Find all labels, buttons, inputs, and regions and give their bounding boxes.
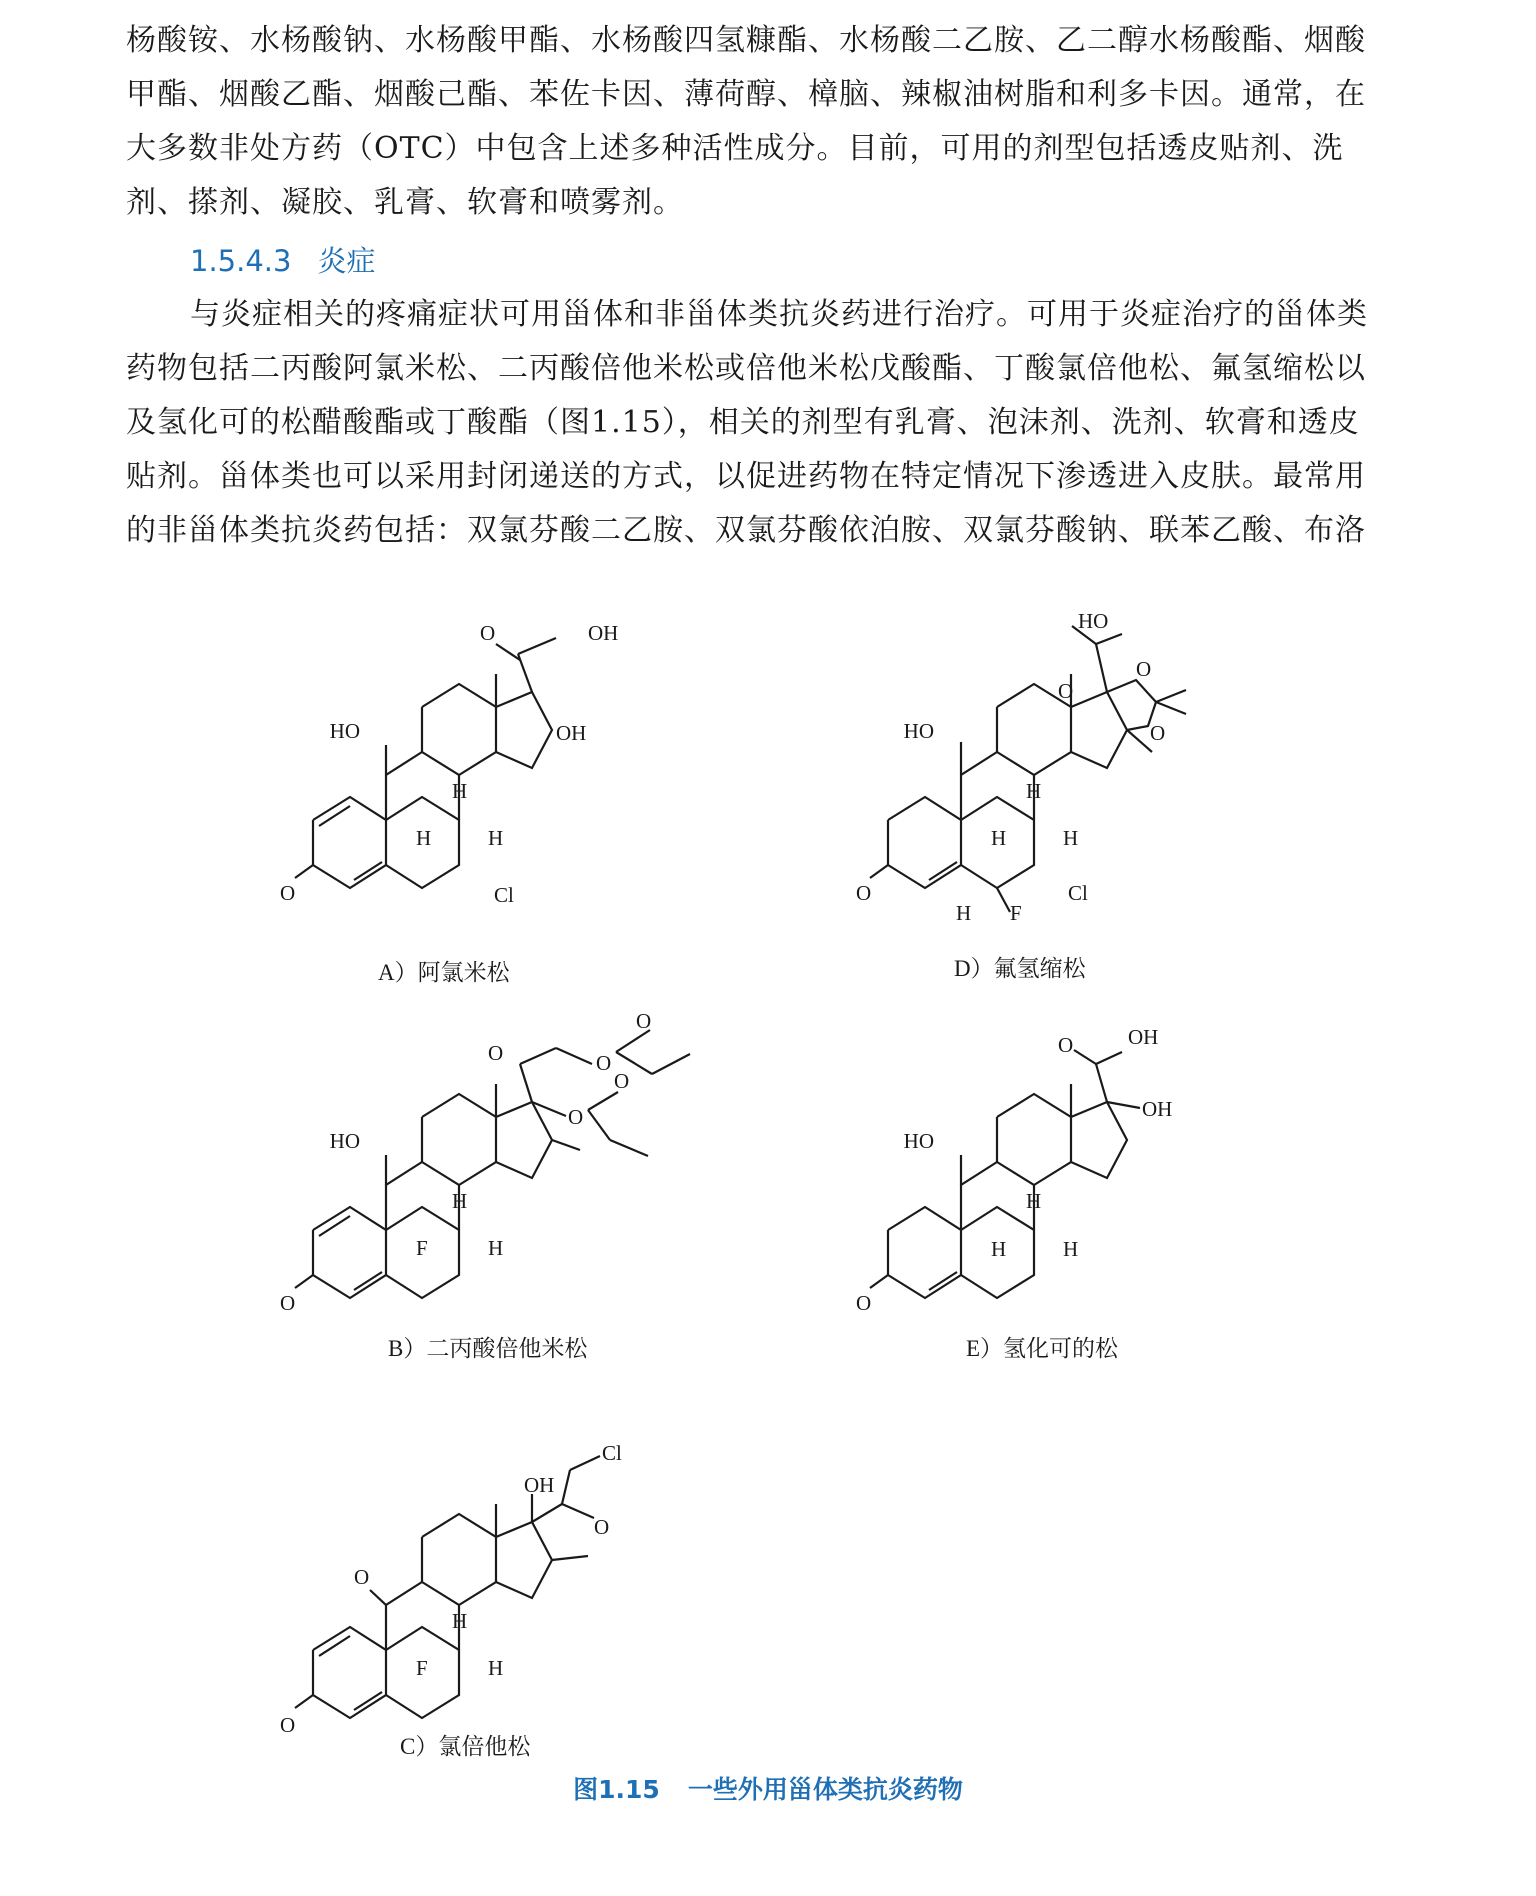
atom-label: O: [614, 1069, 630, 1093]
atom-label: HO: [903, 1129, 934, 1153]
text-line: 剂、搽剂、凝胶、乳膏、软膏和喷雾剂。: [126, 185, 684, 220]
figure-number: 图1.15: [573, 1775, 660, 1804]
structure-drawing: [856, 1025, 1220, 1320]
text-line: 杨酸铵、水杨酸钠、水杨酸甲酯、水杨酸四氢糠酯、水杨酸二乙胺、乙二醇水杨酸酯、烟酸: [126, 23, 1366, 58]
atom-label: H: [416, 826, 432, 850]
atom-label: H: [991, 1237, 1007, 1261]
atom-label: O: [354, 1565, 370, 1589]
atom-label: H: [1063, 1237, 1079, 1261]
atom-label: HO: [329, 719, 360, 743]
structure-betamethasone-dipropionate: [270, 1009, 730, 1324]
structure-drawing: [270, 1441, 650, 1737]
structure-drawing: [270, 1009, 730, 1320]
section-title: 炎症: [317, 244, 376, 278]
structure-hydrocortisone: [856, 1025, 1220, 1324]
atom-label: O: [636, 1009, 652, 1033]
atom-label: H: [991, 826, 1007, 850]
caption-e: E）氢化可的松: [966, 1336, 1119, 1361]
atom-label: HO: [329, 1129, 360, 1153]
atom-label: H: [488, 1236, 504, 1260]
atom-label: H: [1063, 826, 1079, 850]
atom-label: H: [956, 901, 972, 925]
atom-label: O: [568, 1105, 584, 1129]
atom-label: F: [1010, 901, 1022, 925]
section-heading: [190, 234, 375, 288]
structure-drawing: [270, 621, 690, 930]
atom-label: O: [594, 1515, 610, 1539]
atom-label: O: [1136, 657, 1152, 681]
atom-label: O: [280, 1713, 296, 1737]
atom-label: OH: [1142, 1097, 1173, 1121]
section-number: 1.5.4.3: [190, 244, 292, 278]
text-line: 的非甾体类抗炎药包括：双氯芬酸二乙胺、双氯芬酸依泊胺、双氯芬酸钠、联苯乙酸、布洛: [126, 513, 1366, 548]
paragraph-2: [126, 288, 1386, 558]
atom-label: O: [1150, 721, 1166, 745]
atom-label: O: [856, 1291, 872, 1315]
text-line: 与炎症相关的疼痛症状可用甾体和非甾体类抗炎药进行治疗。可用于炎症治疗的甾体类: [190, 297, 1368, 332]
caption-d: D）氟氢缩松: [954, 956, 1086, 981]
atom-label: H: [1026, 1189, 1042, 1213]
text-line: 甲酯、烟酸乙酯、烟酸己酯、苯佐卡因、薄荷醇、樟脑、辣椒油树脂和利多卡因。通常，在: [126, 77, 1366, 112]
atom-label: Cl: [1068, 881, 1088, 905]
atom-label: OH: [588, 621, 619, 645]
atom-label: O: [488, 1041, 504, 1065]
caption-a: A）阿氯米松: [378, 960, 510, 985]
text-line: 大多数非处方药（OTC）中包含上述多种活性成分。目前，可用的剂型包括透皮贴剂、洗: [126, 131, 1344, 166]
atom-label: HO: [903, 719, 934, 743]
atom-label: O: [1058, 1033, 1074, 1057]
atom-label: F: [416, 1236, 428, 1260]
atom-label: O: [856, 881, 872, 905]
atom-label: F: [416, 1656, 428, 1680]
atom-label: O: [280, 1291, 296, 1315]
atom-label: OH: [524, 1473, 555, 1497]
figure-title-text: 一些外用甾体类抗炎药物: [687, 1775, 963, 1804]
atom-label: O: [596, 1051, 612, 1075]
structure-clobetasone: [270, 1441, 650, 1737]
caption-c: C）氯倍他松: [400, 1734, 531, 1759]
text-line: 及氢化可的松醋酸酯或丁酸酯（图1.15），相关的剂型有乳膏、泡沫剂、洗剂、软膏和透皮: [126, 405, 1360, 440]
atom-label: O: [280, 881, 296, 905]
atom-label: OH: [556, 721, 587, 745]
atom-label: HO: [1078, 609, 1109, 633]
caption-b: B）二丙酸倍他米松: [388, 1336, 588, 1361]
atom-label: H: [488, 1656, 504, 1680]
structure-drawing: [856, 609, 1280, 930]
atom-label: O: [1058, 679, 1074, 703]
figure-title: [0, 1770, 1536, 1806]
paragraph-1: [126, 14, 1386, 230]
atom-label: H: [452, 1189, 468, 1213]
atom-label: OH: [1128, 1025, 1159, 1049]
atom-label: Cl: [494, 883, 514, 907]
atom-label: H: [452, 779, 468, 803]
atom-label: H: [1026, 779, 1042, 803]
text-line: 药物包括二丙酸阿氯米松、二丙酸倍他米松或倍他米松戊酸酯、丁酸氯倍他松、氟氢缩松以: [126, 351, 1366, 386]
text-line: 贴剂。甾体类也可以采用封闭递送的方式，以促进药物在特定情况下渗透进入皮肤。最常用: [126, 459, 1366, 494]
atom-label: H: [452, 1609, 468, 1633]
structure-alclometasone: [270, 621, 690, 934]
atom-label: Cl: [602, 1441, 622, 1465]
atom-label: H: [488, 826, 504, 850]
structure-fludroxycortide: [856, 609, 1280, 934]
atom-label: O: [480, 621, 496, 645]
